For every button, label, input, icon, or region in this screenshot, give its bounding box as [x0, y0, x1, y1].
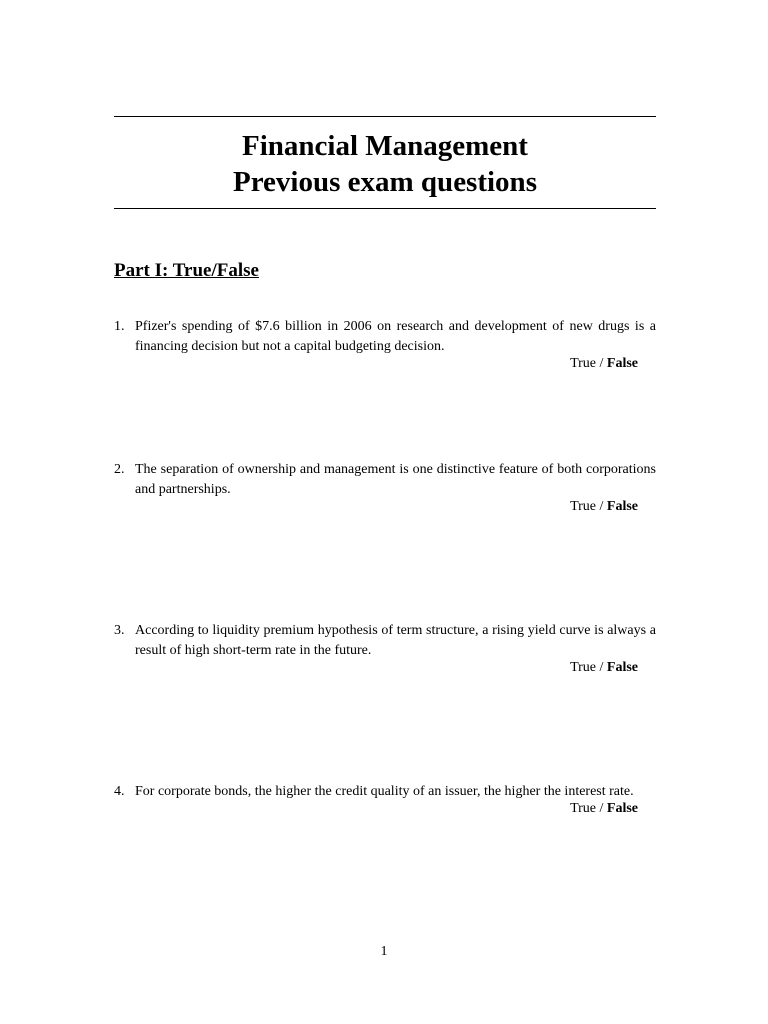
answer-choice: [114, 497, 656, 517]
question-number: 3.: [114, 623, 125, 638]
question-text: For corporate bonds, the higher the credit quality of an issuer, the higher the interest rate.: [135, 784, 634, 799]
answer-true: True: [570, 356, 596, 371]
answer-separator: /: [596, 801, 607, 816]
question-number: 1.: [114, 319, 125, 334]
question-number: 4.: [114, 784, 125, 799]
title-line-1: Financial Management: [242, 130, 528, 162]
question-1: [114, 317, 656, 374]
answer-choice: [114, 799, 656, 819]
title-top-rule: [114, 116, 656, 117]
question-text: According to liquidity premium hypothesis of term structure, a rising yield curve is always a result of high short-term rate in the future.: [135, 623, 656, 658]
answer-false: False: [606, 499, 638, 514]
answer-choice: [114, 354, 656, 374]
answer-choice: [114, 658, 656, 678]
question-2: [114, 460, 656, 517]
answer-true: True: [570, 801, 596, 816]
answer-true: True: [570, 660, 596, 675]
question-3: [114, 621, 656, 678]
answer-separator: /: [596, 660, 607, 675]
question-number: 2.: [114, 462, 125, 477]
title-bottom-rule: [114, 208, 656, 209]
answer-false: False: [606, 356, 638, 371]
page-number: 1: [380, 944, 388, 959]
answer-separator: /: [596, 499, 607, 514]
section-heading: Part I: True/False: [114, 260, 259, 281]
question-text: The separation of ownership and management is one distinctive feature of both corporations and partnerships.: [135, 462, 656, 497]
answer-true: True: [570, 499, 596, 514]
question-4: [114, 782, 656, 819]
document-title: [114, 128, 656, 200]
answer-false: False: [606, 801, 638, 816]
question-text: Pfizer's spending of $7.6 billion in 2006 on research and development of new drugs is a financing decision but not a capital budgeting decision.: [135, 319, 656, 354]
answer-separator: /: [596, 356, 607, 371]
answer-false: False: [606, 660, 638, 675]
title-line-2: Previous exam questions: [233, 166, 537, 198]
